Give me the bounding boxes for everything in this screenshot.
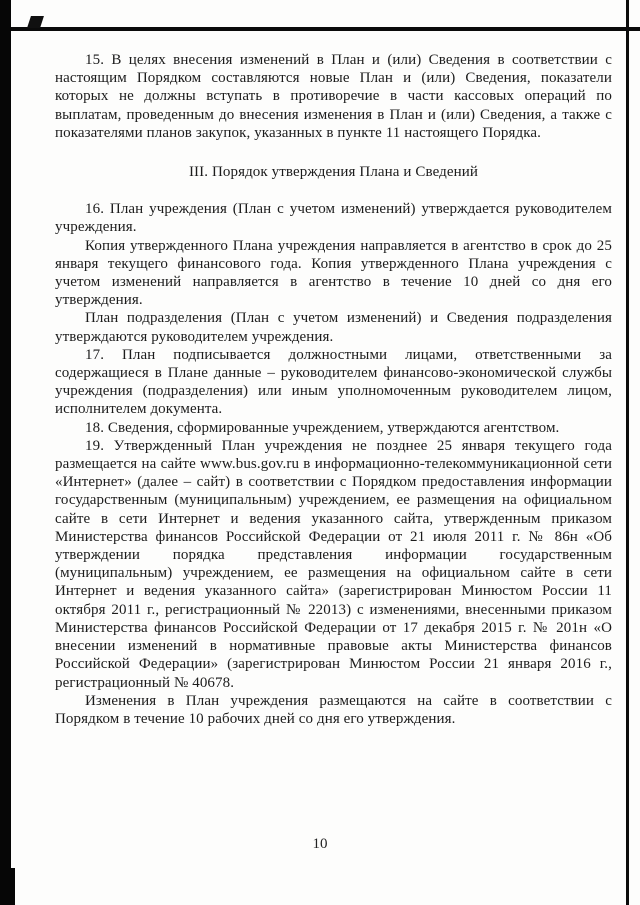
paragraph-17: 17. План подписывается должностными лицами, ответственными за содержащиеся в Плане данные – руководителем финансово-экономической службы учреждения (подразделения) или иным уполномоченным руководителем лицом, исполнителем документа. [55, 346, 612, 418]
paragraph-18: 18. Сведения, сформированные учреждением, утверждаются агентством. [85, 419, 560, 436]
page-number: 10 [312, 836, 328, 852]
document-body [55, 51, 612, 728]
scan-line-right-artifact [626, 0, 629, 905]
paragraph-16-3: План подразделения (План с учетом изменений) и Сведения подразделения утверждаются руководителем учреждения. [55, 310, 612, 345]
paragraph-16-2: Копия утвержденного Плана учреждения направляется в агентство в срок до 25 января текущего финансового года. Копия утвержденного Плана учреждения с учетом изменений направляется в агентство в течение 10 дней со дня его утверждения. [55, 237, 612, 309]
paragraph-19-2: Изменения в План учреждения размещаются на сайте в соответствии с Порядком в течение 10 рабочих дней со дня его утверждения. [55, 692, 612, 727]
section-3-heading: III. Порядок утверждения Плана и Сведений [188, 164, 479, 181]
paragraph-15: 15. В целях внесения изменений в План и (или) Сведения в соответствии с настоящим Порядком составляются новые План и (или) Сведения, показатели которых не должны вступать в противоречие в части кассовых операций по выплатам, проведенным до внесения изменения в План и (или) Сведения, а также с показателями планов закупок, указанных в пункте 11 настоящего Порядка. [55, 52, 612, 141]
paragraph-16-1: 16. План учреждения (План с учетом изменений) утверждается руководителем учреждения. [55, 201, 612, 236]
scan-edge-left-artifact [0, 0, 11, 905]
scan-edge-left-bottom-artifact [0, 868, 15, 905]
paragraph-19: 19. Утвержденный План учреждения не позднее 25 января текущего года размещается на сайте www.bus.gov.ru в информационно-телекоммуникационной сети «Интернет» (далее – сайт) в соответствии с Порядком предоставления информации государственным (муниципальным) учреждением, ее размещения на официальном сайте в сети Интернет и ведения указанного сайта, утвержденным приказом Министерства финансов Российской Федерации от 21 июля 2011 г. № 86н «Об утверждении порядка представления информации государственным (муниципальным) учреждением, ее размещения на официальном сайте в сети Интернет и ведения указанного сайта» (зарегистрирован Минюстом России 11 октября 2011 г., регистрационный № 22013) с изменениями, внесенными приказом Министерства финансов Российской Федерации от 17 декабря 2015 г. № 201н «О внесении изменений в нормативные правовые акты Министерства финансов Российской Федерации» (зарегистрирован Минюстом России 21 января 2016 г., регистрационный № 40678. [55, 437, 612, 691]
scan-line-top-artifact [11, 27, 640, 31]
page-footer [0, 836, 640, 853]
